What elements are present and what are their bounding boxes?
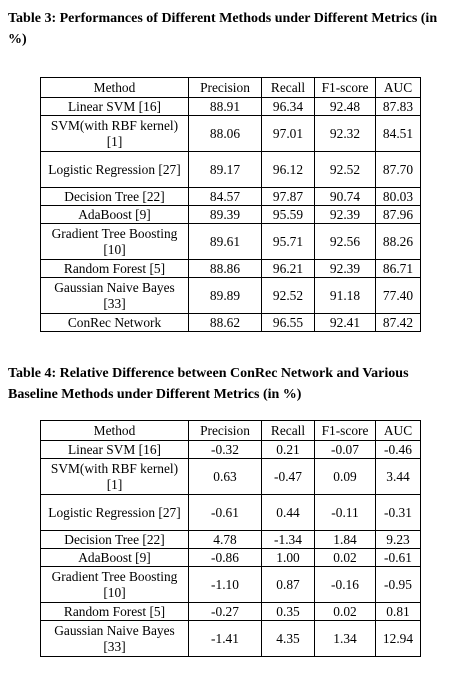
table-row	[41, 152, 421, 188]
method-cell: Logistic Regression [27]	[41, 495, 189, 531]
f1-score-cell: 92.48	[315, 98, 376, 116]
method-cell: AdaBoost [9]	[41, 549, 189, 567]
table-row	[41, 531, 421, 549]
f1-score-cell: 0.02	[315, 549, 376, 567]
method-cell: Gradient Tree Boosting [10]	[41, 567, 189, 603]
precision-cell: 84.57	[189, 188, 262, 206]
precision-cell: 89.39	[189, 206, 262, 224]
auc-cell: 84.51	[376, 116, 421, 152]
precision-cell: 0.63	[189, 459, 262, 495]
table-row	[41, 116, 421, 152]
recall-cell: 0.21	[262, 441, 315, 459]
precision-cell: -1.41	[189, 621, 262, 657]
auc-cell: 9.23	[376, 531, 421, 549]
method-cell: ConRec Network	[41, 314, 189, 332]
precision-cell: -0.61	[189, 495, 262, 531]
precision-cell: 89.61	[189, 224, 262, 260]
table-3	[40, 77, 421, 332]
table-header-row	[41, 421, 421, 441]
method-cell: Gaussian Naive Bayes [33]	[41, 621, 189, 657]
method-cell: Decision Tree [22]	[41, 531, 189, 549]
f1-score-cell: 92.32	[315, 116, 376, 152]
column-header-recall: Recall	[262, 78, 315, 98]
auc-cell: -0.46	[376, 441, 421, 459]
table-row	[41, 188, 421, 206]
auc-cell: 87.70	[376, 152, 421, 188]
table-row	[41, 314, 421, 332]
column-header-method: Method	[41, 78, 189, 98]
table-4-caption: Table 4: Relative Difference between ConRec Network and Various Baseline Methods under Different Metrics (in %)	[8, 366, 409, 402]
f1-score-cell: 0.02	[315, 603, 376, 621]
table-3-caption: Table 3: Performances of Different Methods under Different Metrics (in %)	[8, 11, 438, 47]
table-row	[41, 260, 421, 278]
recall-cell: 4.35	[262, 621, 315, 657]
f1-score-cell: -0.11	[315, 495, 376, 531]
column-header-f1-score: F1-score	[315, 421, 376, 441]
recall-cell: 97.87	[262, 188, 315, 206]
auc-cell: 87.96	[376, 206, 421, 224]
f1-score-cell: 1.34	[315, 621, 376, 657]
recall-cell: 95.59	[262, 206, 315, 224]
precision-cell: 89.89	[189, 278, 262, 314]
column-header-auc: AUC	[376, 421, 421, 441]
table-row	[41, 441, 421, 459]
f1-score-cell: 92.52	[315, 152, 376, 188]
method-cell: Gradient Tree Boosting [10]	[41, 224, 189, 260]
table-4	[40, 420, 421, 657]
recall-cell: 97.01	[262, 116, 315, 152]
auc-cell: 12.94	[376, 621, 421, 657]
auc-cell: 0.81	[376, 603, 421, 621]
f1-score-cell: 92.56	[315, 224, 376, 260]
precision-cell: 88.62	[189, 314, 262, 332]
auc-cell: -0.61	[376, 549, 421, 567]
auc-cell: -0.95	[376, 567, 421, 603]
recall-cell: 96.21	[262, 260, 315, 278]
column-header-recall: Recall	[262, 421, 315, 441]
method-cell: Decision Tree [22]	[41, 188, 189, 206]
recall-cell: 1.00	[262, 549, 315, 567]
table-row	[41, 459, 421, 495]
f1-score-cell: 92.41	[315, 314, 376, 332]
f1-score-cell: 1.84	[315, 531, 376, 549]
table-row	[41, 549, 421, 567]
method-cell: Gaussian Naive Bayes [33]	[41, 278, 189, 314]
recall-cell: 0.87	[262, 567, 315, 603]
auc-cell: 87.42	[376, 314, 421, 332]
recall-cell: -0.47	[262, 459, 315, 495]
column-header-method: Method	[41, 421, 189, 441]
method-cell: Linear SVM [16]	[41, 98, 189, 116]
precision-cell: 88.91	[189, 98, 262, 116]
recall-cell: 96.12	[262, 152, 315, 188]
precision-cell: -0.86	[189, 549, 262, 567]
recall-cell: 96.55	[262, 314, 315, 332]
table-row	[41, 206, 421, 224]
recall-cell: 96.34	[262, 98, 315, 116]
method-cell: SVM(with RBF kernel) [1]	[41, 459, 189, 495]
f1-score-cell: -0.16	[315, 567, 376, 603]
column-header-f1-score: F1-score	[315, 78, 376, 98]
f1-score-cell: 92.39	[315, 260, 376, 278]
auc-cell: 87.83	[376, 98, 421, 116]
method-cell: Logistic Regression [27]	[41, 152, 189, 188]
auc-cell: 86.71	[376, 260, 421, 278]
table-row	[41, 495, 421, 531]
recall-cell: 0.35	[262, 603, 315, 621]
precision-cell: 88.06	[189, 116, 262, 152]
auc-cell: 77.40	[376, 278, 421, 314]
column-header-precision: Precision	[189, 421, 262, 441]
auc-cell: 88.26	[376, 224, 421, 260]
recall-cell: 92.52	[262, 278, 315, 314]
precision-cell: 4.78	[189, 531, 262, 549]
table-row	[41, 98, 421, 116]
precision-cell: 89.17	[189, 152, 262, 188]
recall-cell: 95.71	[262, 224, 315, 260]
precision-cell: 88.86	[189, 260, 262, 278]
precision-cell: -0.32	[189, 441, 262, 459]
f1-score-cell: 92.39	[315, 206, 376, 224]
column-header-precision: Precision	[189, 78, 262, 98]
table-row	[41, 621, 421, 657]
recall-cell: -1.34	[262, 531, 315, 549]
method-cell: Linear SVM [16]	[41, 441, 189, 459]
f1-score-cell: 90.74	[315, 188, 376, 206]
method-cell: AdaBoost [9]	[41, 206, 189, 224]
precision-cell: -0.27	[189, 603, 262, 621]
table-header-row	[41, 78, 421, 98]
f1-score-cell: 0.09	[315, 459, 376, 495]
method-cell: SVM(with RBF kernel) [1]	[41, 116, 189, 152]
f1-score-cell: -0.07	[315, 441, 376, 459]
auc-cell: -0.31	[376, 495, 421, 531]
method-cell: Random Forest [5]	[41, 260, 189, 278]
recall-cell: 0.44	[262, 495, 315, 531]
method-cell: Random Forest [5]	[41, 603, 189, 621]
table-row	[41, 603, 421, 621]
table-row	[41, 278, 421, 314]
column-header-auc: AUC	[376, 78, 421, 98]
precision-cell: -1.10	[189, 567, 262, 603]
auc-cell: 80.03	[376, 188, 421, 206]
auc-cell: 3.44	[376, 459, 421, 495]
table-row	[41, 567, 421, 603]
f1-score-cell: 91.18	[315, 278, 376, 314]
table-row	[41, 224, 421, 260]
